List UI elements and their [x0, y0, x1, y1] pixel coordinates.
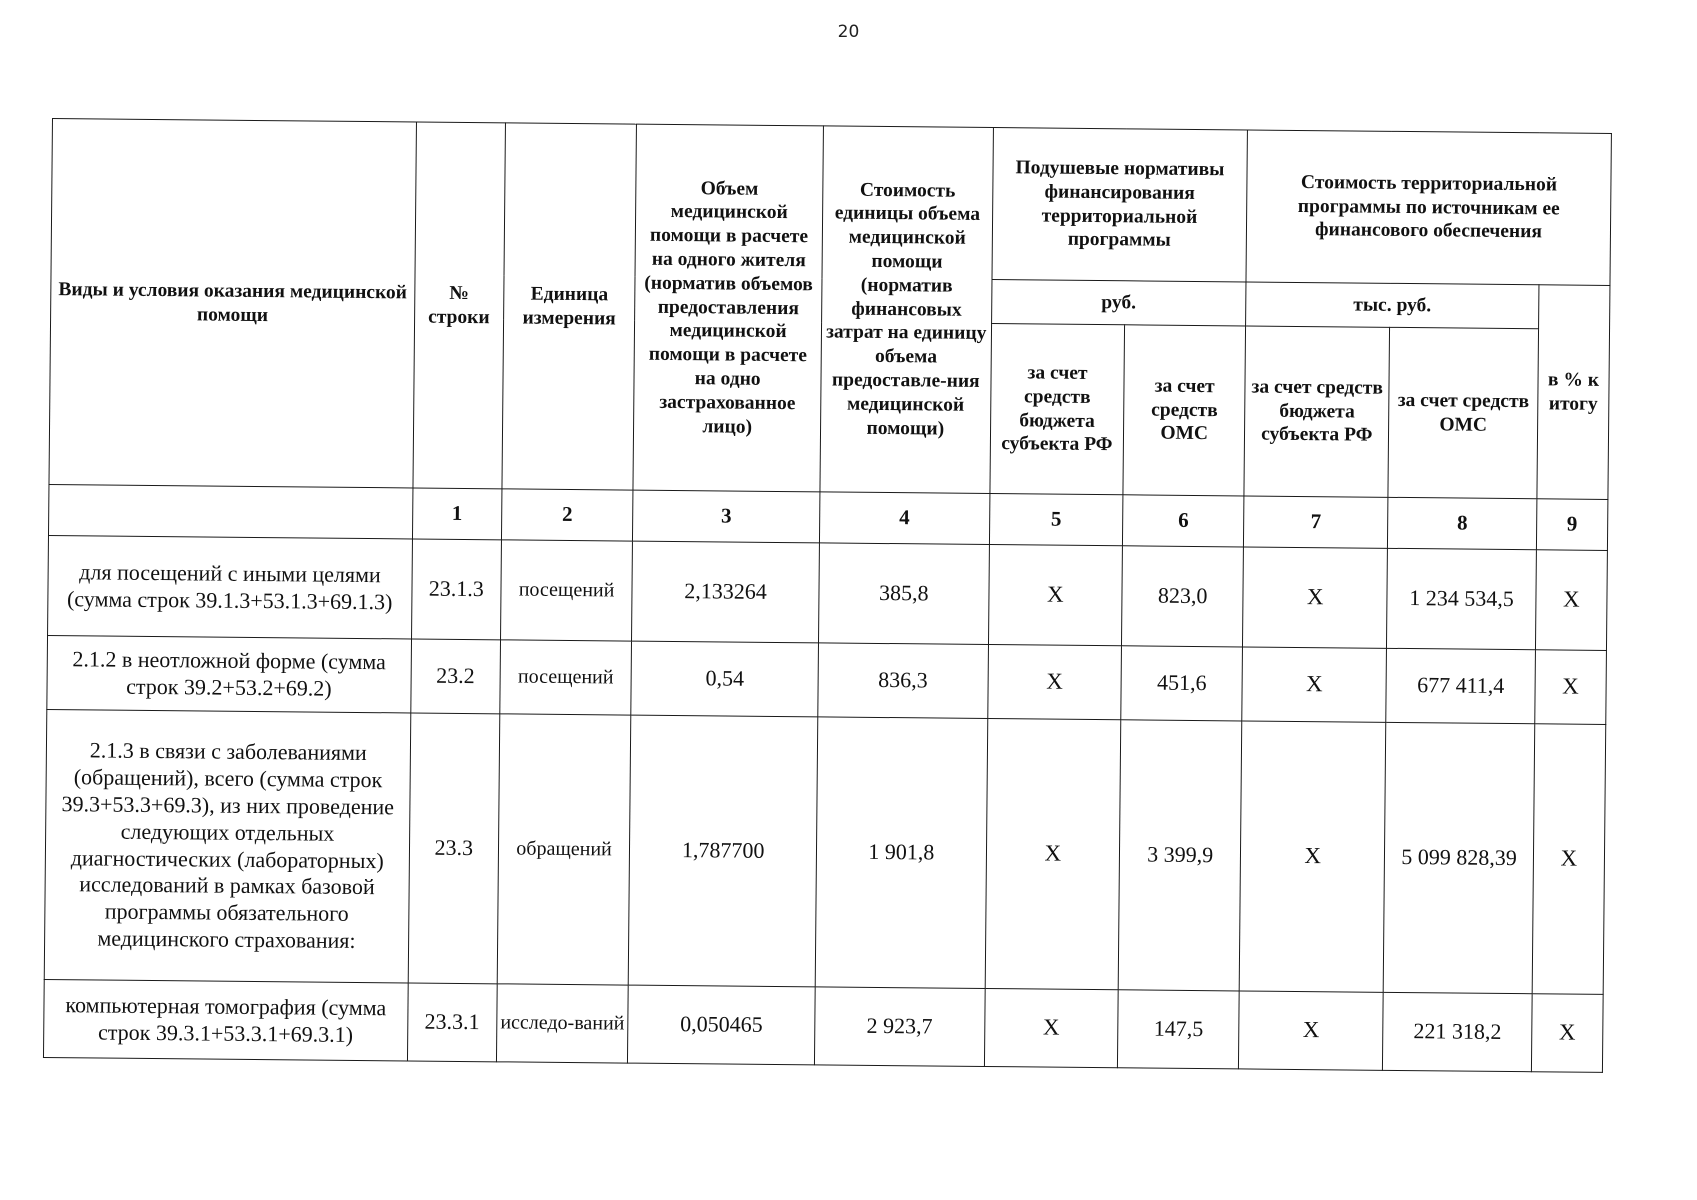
row-percent: X [1531, 994, 1603, 1073]
financing-table-container [43, 118, 1612, 1073]
row-volume: 0,050465 [628, 985, 815, 1065]
table-row [44, 709, 1606, 994]
row-per-capita-budget: X [984, 988, 1118, 1067]
row-per-capita-oms: 147,5 [1118, 990, 1240, 1069]
row-percent: X [1535, 550, 1607, 651]
row-percent: X [1532, 724, 1606, 995]
header-unit-cost: Стоимость единицы объема медицинской помощи (норматив финансовых затрат на единицу объема предоставле-ния медицинской помощи) [820, 126, 993, 494]
column-number: 2 [501, 489, 633, 541]
row-number: 23.2 [411, 639, 501, 714]
row-number: 23.3.1 [407, 983, 497, 1062]
row-per-capita-oms: 823,0 [1122, 546, 1244, 647]
financing-table [43, 118, 1612, 1073]
row-number: 23.3 [408, 713, 500, 984]
row-per-capita-budget: X [988, 545, 1123, 646]
column-number: 7 [1244, 496, 1389, 548]
row-cost-oms: 1 234 534,5 [1387, 548, 1536, 649]
row-unit-cost: 836,3 [818, 643, 988, 719]
row-unit: посещений [500, 640, 632, 715]
row-unit: обращений [497, 714, 631, 985]
row-kind: 2.1.2 в неотложной форме (сумма строк 39.2+53.2+69.2) [47, 635, 411, 712]
row-cost-oms: 5 099 828,39 [1384, 722, 1535, 993]
header-volume: Объем медицинской помощи в расчете на одного жителя (норматив объемов предоставления медицинской помощи в расчете на одно застрахованное лицо) [633, 124, 823, 492]
row-per-capita-budget: X [985, 719, 1121, 990]
column-number: 8 [1388, 497, 1537, 549]
row-volume: 1,787700 [629, 715, 818, 987]
row-unit-cost: 2 923,7 [814, 987, 984, 1067]
row-kind: 2.1.3 в связи с заболеваниями (обращений), всего (сумма строк 39.3+53.3+69.3), из них проведение следующих отдельных диагностических (лабораторных) исследований в рамках базовой программы обязательного медицинского страхования: [44, 709, 410, 982]
column-number: 3 [633, 490, 820, 543]
row-cost-budget: X [1242, 647, 1387, 722]
header-budget-rf-thous: за счет средств бюджета субъекта РФ [1244, 326, 1390, 497]
row-per-capita-budget: X [987, 645, 1121, 720]
row-percent: X [1535, 650, 1607, 725]
column-number: 5 [989, 494, 1123, 546]
row-cost-budget: X [1239, 991, 1384, 1070]
page-number: 20 [837, 22, 860, 42]
row-unit-cost: 1 901,8 [815, 717, 987, 989]
row-cost-oms: 221 318,2 [1383, 992, 1532, 1071]
header-row [51, 119, 1611, 286]
row-cost-oms: 677 411,4 [1386, 648, 1535, 723]
table-row [43, 979, 1603, 1072]
column-number: 1 [412, 488, 502, 540]
header-rub: руб. [991, 280, 1246, 326]
column-number: 4 [819, 492, 989, 545]
header-row-number: № строки [413, 122, 506, 489]
header-per-capita: Подушевые нормативы финансирования территориальной программы [992, 128, 1248, 282]
header-percent: в % к итогу [1537, 285, 1610, 500]
row-unit-cost: 385,8 [818, 543, 989, 645]
header-oms-thous: за счет средств ОМС [1388, 327, 1538, 498]
row-volume: 2,133264 [632, 541, 820, 643]
header-kind: Виды и условия оказания медицинской помощи [49, 119, 416, 488]
header-thous-rub: тыс. руб. [1246, 282, 1539, 329]
header-program-cost: Стоимость территориальной программы по источникам ее финансового обеспечения [1246, 130, 1611, 285]
table-row [48, 535, 1608, 650]
row-volume: 0,54 [631, 641, 818, 717]
row-cost-budget: X [1243, 547, 1388, 648]
row-kind: для посещений с иными целями (сумма строк 39.1.3+53.1.3+69.1.3) [48, 535, 413, 638]
row-unit: исследо-ваний [496, 984, 628, 1063]
column-number: 6 [1123, 495, 1244, 547]
row-number: 23.1.3 [411, 539, 501, 640]
header-oms: за счет средств ОМС [1123, 325, 1246, 496]
row-unit: посещений [500, 540, 632, 641]
header-budget-rf: за счет средств бюджета субъекта РФ [990, 324, 1125, 495]
row-kind: компьютерная томография (сумма строк 39.3.1+53.3.1+69.3.1) [43, 979, 407, 1060]
row-per-capita-oms: 451,6 [1121, 646, 1243, 721]
column-number [48, 484, 412, 538]
row-per-capita-oms: 3 399,9 [1118, 720, 1241, 991]
column-number: 9 [1536, 499, 1608, 551]
header-unit: Единица измерения [502, 123, 637, 490]
row-cost-budget: X [1239, 721, 1386, 992]
